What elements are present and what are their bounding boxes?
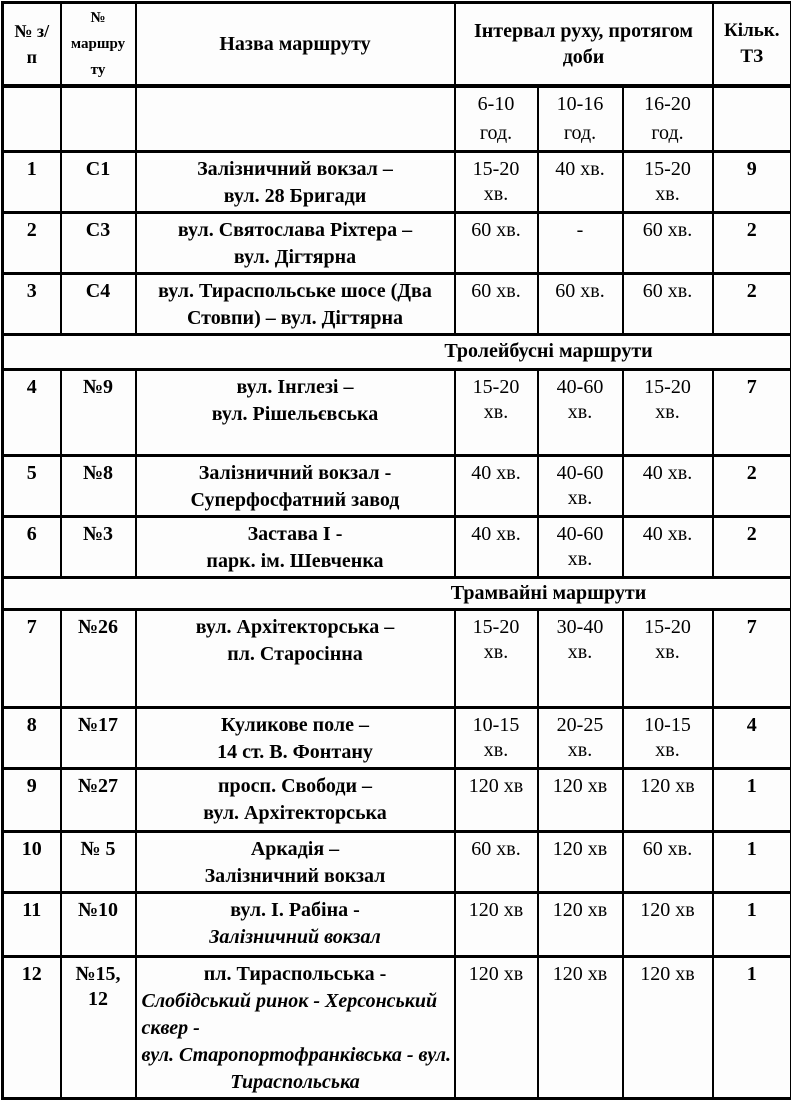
cell-vehicle-count: 2 [713,273,791,334]
route-name-line: вул. Старопортофранківська - вул. [139,1042,452,1069]
route-row [3,707,791,768]
cell-vehicle-count: 4 [713,707,791,768]
cell-row-number: 2 [3,212,61,273]
cell-vehicle-count: 2 [713,516,791,577]
cell-interval-16-20 [623,516,713,577]
route-name-line: 14 ст. В. Фонтану [139,739,452,766]
cell-route-name [136,516,455,577]
cell-interval-6-10 [455,455,538,516]
interval-line: 120 хв [458,898,535,923]
subheader-period-6-10 [455,86,538,151]
interval-line: 40 хв. [458,522,535,547]
cell-interval-10-16 [538,369,623,455]
route-number-line: №8 [64,461,133,486]
header-col-route-name: Назва маршруту [136,3,455,87]
cell-route-number [61,273,136,334]
cell-route-name [136,831,455,892]
subheader-empty-route-number [61,86,136,151]
route-row [3,831,791,892]
cell-route-name [136,455,455,516]
header-text-line: Кільк. [716,18,789,44]
interval-line: 40 хв. [541,157,620,182]
subheader-empty-vehicle-count [713,86,791,151]
route-name-line: Слобідський ринок - Херсонський [139,988,452,1015]
interval-line: 15-20 [458,615,535,640]
cell-vehicle-count: 9 [713,151,791,212]
cell-route-name [136,956,455,1098]
cell-interval-10-16 [538,831,623,892]
cell-interval-6-10 [455,892,538,956]
subheader-empty-route-name [136,86,455,151]
interval-line: хв. [458,400,535,425]
cell-row-number: 12 [3,956,61,1098]
section-label: Тролейбусні маршрути [3,334,791,369]
route-name-line: сквер - [139,1015,452,1042]
cell-route-number [61,768,136,831]
interval-line: 120 хв [541,898,620,923]
route-number-line: №10 [64,898,133,923]
interval-line: хв. [626,182,710,207]
cell-interval-16-20 [623,151,713,212]
route-name-line: пл. Старосінна [139,641,452,668]
cell-interval-6-10 [455,273,538,334]
cell-row-number: 5 [3,455,61,516]
route-number-line: №9 [64,375,133,400]
cell-interval-10-16 [538,956,623,1098]
header-text-line: маршру [64,31,133,57]
cell-vehicle-count: 2 [713,455,791,516]
route-row [3,273,791,334]
cell-route-name [136,273,455,334]
route-name-line: вул. Дігтярна [139,244,452,271]
header-text-line: п [6,44,58,70]
route-name-line: Стовпи) – вул. Дігтярна [139,305,452,332]
route-row [3,956,791,1098]
cell-row-number: 10 [3,831,61,892]
route-number-line: С1 [64,157,133,182]
cell-interval-6-10 [455,707,538,768]
interval-line: 120 хв [626,898,710,923]
interval-line: 10-15 [458,713,535,738]
route-name-line: вул. Святослава Ріхтера – [139,217,452,244]
route-number-line: №26 [64,615,133,640]
cell-vehicle-count: 1 [713,768,791,831]
route-name-line: Застава І - [139,521,452,548]
cell-row-number: 9 [3,768,61,831]
route-row [3,892,791,956]
cell-route-number [61,609,136,707]
section-row [3,577,791,609]
interval-line: 60 хв. [626,279,710,304]
interval-line: 40 хв. [626,522,710,547]
cell-route-number [61,831,136,892]
interval-line: 40 хв. [626,461,710,486]
interval-line: 40-60 [541,522,620,547]
interval-line: 120 хв [626,774,710,799]
interval-line: 120 хв [458,774,535,799]
table-header-row [3,3,791,87]
interval-line: хв. [541,400,620,425]
cell-row-number: 6 [3,516,61,577]
cell-route-number [61,516,136,577]
cell-route-name [136,151,455,212]
cell-route-number [61,212,136,273]
route-row [3,455,791,516]
route-name-line: Куликове поле – [139,712,452,739]
interval-line: 120 хв [541,774,620,799]
section-label: Трамвайні маршрути [3,577,791,609]
header-col-row-number [3,3,61,87]
cell-row-number: 8 [3,707,61,768]
cell-route-number [61,956,136,1098]
interval-line: 60 хв. [626,218,710,243]
cell-row-number: 3 [3,273,61,334]
route-number-line: №17 [64,713,133,738]
header-col-vehicle-count [713,3,791,87]
cell-interval-10-16 [538,707,623,768]
cell-row-number: 1 [3,151,61,212]
cell-route-name [136,609,455,707]
cell-row-number: 11 [3,892,61,956]
cell-interval-10-16 [538,516,623,577]
route-number-line: №15, [64,962,133,987]
route-row [3,151,791,212]
subheader-period-16-20 [623,86,713,151]
route-row [3,516,791,577]
header-text-line: ту [64,57,133,83]
interval-line: 120 хв [541,962,620,987]
header-col-route-number [61,3,136,87]
interval-line: 20-25 [541,713,620,738]
route-name-line: Залізничний вокзал - [139,460,452,487]
route-name-line: Тираспольська [139,1069,452,1096]
interval-line: хв. [458,738,535,763]
interval-line: хв. [626,640,710,665]
interval-line: 15-20 [626,157,710,182]
interval-line: хв. [541,547,620,572]
cell-row-number: 7 [3,609,61,707]
route-number-line: № 5 [64,837,133,862]
cell-route-number [61,151,136,212]
interval-line: 60 хв. [626,837,710,862]
subheader-empty-row-number [3,86,61,151]
interval-line: 30-40 [541,615,620,640]
transport-routes-table [1,1,791,1100]
subheader-text-line: 10-16 [541,90,620,119]
header-col-interval: Інтервал руху, протягом доби [455,3,713,87]
route-name-line: Аркадія – [139,836,452,863]
interval-line: хв. [626,738,710,763]
interval-line: 10-15 [626,713,710,738]
cell-interval-10-16 [538,768,623,831]
cell-interval-10-16 [538,212,623,273]
interval-line: 40-60 [541,461,620,486]
route-name-line: вул. Інглезі – [139,374,452,401]
cell-vehicle-count: 1 [713,892,791,956]
header-text-line: № [64,5,133,31]
cell-interval-6-10 [455,831,538,892]
interval-line: 120 хв [626,962,710,987]
route-name-line: Залізничний вокзал [139,863,452,890]
interval-line: 120 хв [458,962,535,987]
interval-line: хв. [458,182,535,207]
interval-line: 40 хв. [458,461,535,486]
interval-line: 60 хв. [541,279,620,304]
cell-route-number [61,707,136,768]
cell-route-number [61,455,136,516]
interval-line: 15-20 [458,157,535,182]
route-number-line: С3 [64,218,133,243]
cell-interval-16-20 [623,831,713,892]
cell-interval-6-10 [455,516,538,577]
cell-interval-10-16 [538,892,623,956]
interval-line: 15-20 [626,375,710,400]
interval-line: хв. [541,640,620,665]
cell-interval-16-20 [623,273,713,334]
cell-interval-10-16 [538,273,623,334]
route-number-line: №27 [64,774,133,799]
subheader-text-line: 16-20 [626,90,710,119]
route-name-line: парк. ім. Шевченка [139,548,452,575]
route-name-line: пл. Тираспольська - [139,961,452,988]
subheader-text-line: год. [458,119,535,148]
interval-line: 40-60 [541,375,620,400]
interval-line: 120 хв [541,837,620,862]
route-row [3,609,791,707]
cell-route-name [136,768,455,831]
cell-route-number [61,369,136,455]
subheader-text-line: 6-10 [458,90,535,119]
cell-interval-6-10 [455,609,538,707]
cell-route-name [136,892,455,956]
cell-interval-16-20 [623,892,713,956]
cell-interval-16-20 [623,956,713,1098]
interval-line: 60 хв. [458,218,535,243]
cell-vehicle-count: 2 [713,212,791,273]
route-number-line: №3 [64,522,133,547]
cell-interval-10-16 [538,455,623,516]
subheader-period-10-16 [538,86,623,151]
cell-interval-6-10 [455,151,538,212]
cell-interval-16-20 [623,369,713,455]
cell-vehicle-count: 1 [713,831,791,892]
cell-vehicle-count: 7 [713,369,791,455]
route-name-line: просп. Свободи – [139,773,452,800]
route-name-line: вул. Рішельєвська [139,401,452,428]
route-name-line: Залізничний вокзал [139,924,452,951]
route-row [3,369,791,455]
cell-interval-10-16 [538,151,623,212]
cell-interval-6-10 [455,212,538,273]
cell-interval-16-20 [623,455,713,516]
interval-line: 60 хв. [458,837,535,862]
cell-route-name [136,707,455,768]
route-name-line: вул. 28 Бригади [139,183,452,210]
cell-interval-16-20 [623,768,713,831]
route-name-line: вул. Архітекторська – [139,614,452,641]
cell-interval-16-20 [623,609,713,707]
interval-line: хв. [626,400,710,425]
route-name-line: вул. Архітекторська [139,800,452,827]
subheader-text-line: год. [541,119,620,148]
route-number-line: С4 [64,279,133,304]
interval-line: хв. [458,640,535,665]
interval-line: 15-20 [626,615,710,640]
route-name-line: Суперфосфатний завод [139,487,452,514]
cell-interval-6-10 [455,768,538,831]
cell-vehicle-count: 1 [713,956,791,1098]
interval-line: 15-20 [458,375,535,400]
cell-interval-6-10 [455,956,538,1098]
route-number-line: 12 [64,987,133,1012]
section-row [3,334,791,369]
cell-route-number [61,892,136,956]
subheader-text-line: год. [626,119,710,148]
route-row [3,212,791,273]
cell-interval-10-16 [538,609,623,707]
cell-interval-16-20 [623,212,713,273]
route-name-line: вул. І. Рабіна - [139,897,452,924]
cell-row-number: 4 [3,369,61,455]
route-row [3,768,791,831]
header-text-line: ТЗ [716,44,789,70]
cell-vehicle-count: 7 [713,609,791,707]
cell-interval-16-20 [623,707,713,768]
interval-line: 60 хв. [458,279,535,304]
interval-line: хв. [541,738,620,763]
route-name-line: вул. Тираспольське шосе (Два [139,278,452,305]
interval-line: хв. [541,486,620,511]
cell-route-name [136,212,455,273]
header-text-line: № з/ [6,18,58,44]
cell-route-name [136,369,455,455]
interval-line: - [541,218,620,243]
cell-interval-6-10 [455,369,538,455]
table-subheader-row [3,86,791,151]
route-name-line: Залізничний вокзал – [139,156,452,183]
